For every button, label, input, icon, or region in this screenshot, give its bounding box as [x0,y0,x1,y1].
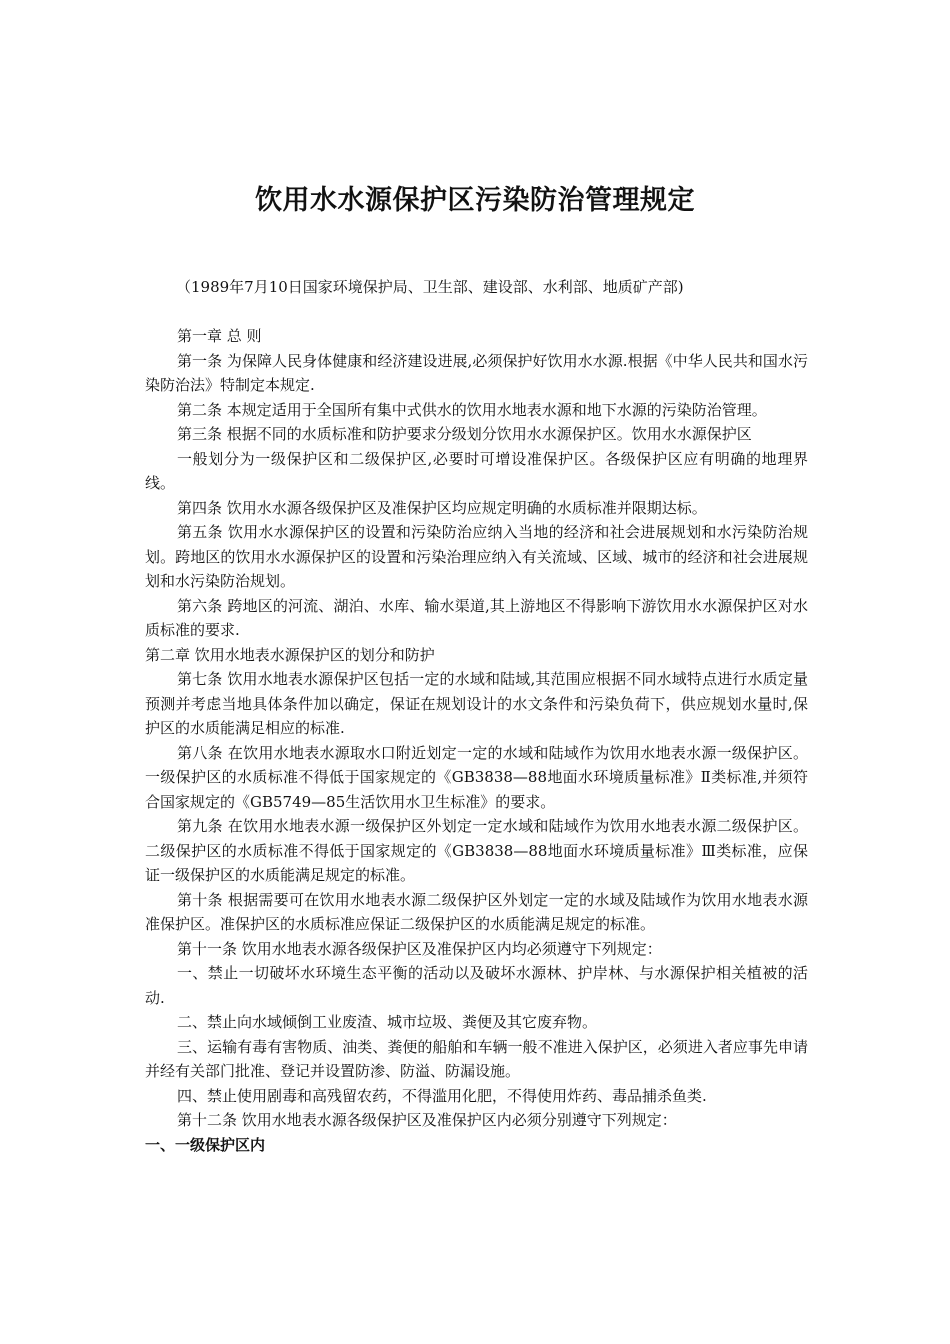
article-paragraph: 第二条 本规定适用于全国所有集中式供水的饮用水地表水源和地下水源的污染防治管理。 [177,400,767,419]
article-paragraph: 第六条 跨地区的河流、湖泊、水库、输水渠道,其上游地区不得影响下游饮用水水源保护区对水质标准的要求. [145,596,808,639]
document-body [145,324,808,1157]
list-item: 三、运输有毒有害物质、油类、粪便的船舶和车辆一般不准进入保护区，必须进入者应事先申请并经有关部门批准、登记并设置防渗、防溢、防漏设施。 [145,1037,808,1080]
chapter-heading: 第二章 饮用水地表水源保护区的划分和防护 [145,645,435,664]
article-paragraph: 一般划分为一级保护区和二级保护区,必要时可增设准保护区。各级保护区应有明确的地理界线。 [145,449,808,492]
article-paragraph: 第八条 在饮用水地表水源取水口附近划定一定的水域和陆域作为饮用水地表水源一级保护区。一级保护区的水质标准不得低于国家规定的《GB3838—88地面水环境质量标准》Ⅱ类标准,并须符合国家规定的《GB5749—85生活饮用水卫生标准》的要求。 [145,743,808,811]
chapter-heading: 第一章 总 则 [177,327,262,345]
list-item: 二、禁止向水域倾倒工业废渣、城市垃圾、粪便及其它废弃物。 [177,1013,598,1031]
article-paragraph: 第九条 在饮用水地表水源一级保护区外划定一定水域和陆域作为饮用水地表水源二级保护区。二级保护区的水质标准不得低于国家规定的《GB3838—88地面水环境质量标准》Ⅲ类标准，应保证一级保护区的水质能满足规定的标准。 [145,817,808,884]
article-paragraph: 第十一条 饮用水地表水源各级保护区及准保护区内均必须遵守下列规定： [177,939,662,958]
document-title: 饮用水水源保护区污染防治管理规定 [255,185,695,216]
article-paragraph: 第三条 根据不同的水质标准和防护要求分级划分饮用水水源保护区。饮用水水源保护区 [177,425,752,443]
article-paragraph: 第七条 饮用水地表水源保护区包括一定的水域和陆域,其范围应根据不同水域特点进行水质定量预测并考虑当地具体条件加以确定，保证在规划设计的水文条件和污染负荷下，供应规划水量时,保护区的水质能满足相应的标准. [145,670,808,737]
list-item: 四、禁止使用剧毒和高残留农药，不得滥用化肥，不得使用炸药、毒品捕杀鱼类. [177,1086,707,1105]
article-paragraph: 第四条 饮用水水源各级保护区及准保护区均应规定明确的水质标准并限期达标。 [177,498,707,517]
article-paragraph: 第五条 饮用水水源保护区的设置和污染防治应纳入当地的经济和社会进展规划和水污染防治规划。跨地区的饮用水水源保护区的设置和污染治理应纳入有关流域、区域、城市的经济和社会进展规划和水污染防治规划。 [145,523,808,590]
list-item: 一、禁止一切破坏水环境生态平衡的活动以及破坏水源林、护岸林、与水源保护相关植被的活动. [145,964,808,1007]
article-paragraph: 第十条 根据需要可在饮用水地表水源二级保护区外划定一定的水域及陆域作为饮用水地表水源准保护区。准保护区的水质标准应保证二级保护区的水质能满足规定的标准。 [145,890,808,933]
document-subtitle: （1989年7月10日国家环境保护局、卫生部、建设部、水利部、地质矿产部) [176,278,684,296]
section-heading: 一、一级保护区内 [145,1135,266,1154]
article-paragraph: 第十二条 饮用水地表水源各级保护区及准保护区内必须分别遵守下列规定： [177,1111,677,1129]
article-paragraph: 第一条 为保障人民身体健康和经济建设进展,必须保护好饮用水水源.根据《中华人民共和国水污染防治法》特制定本规定. [145,351,808,394]
